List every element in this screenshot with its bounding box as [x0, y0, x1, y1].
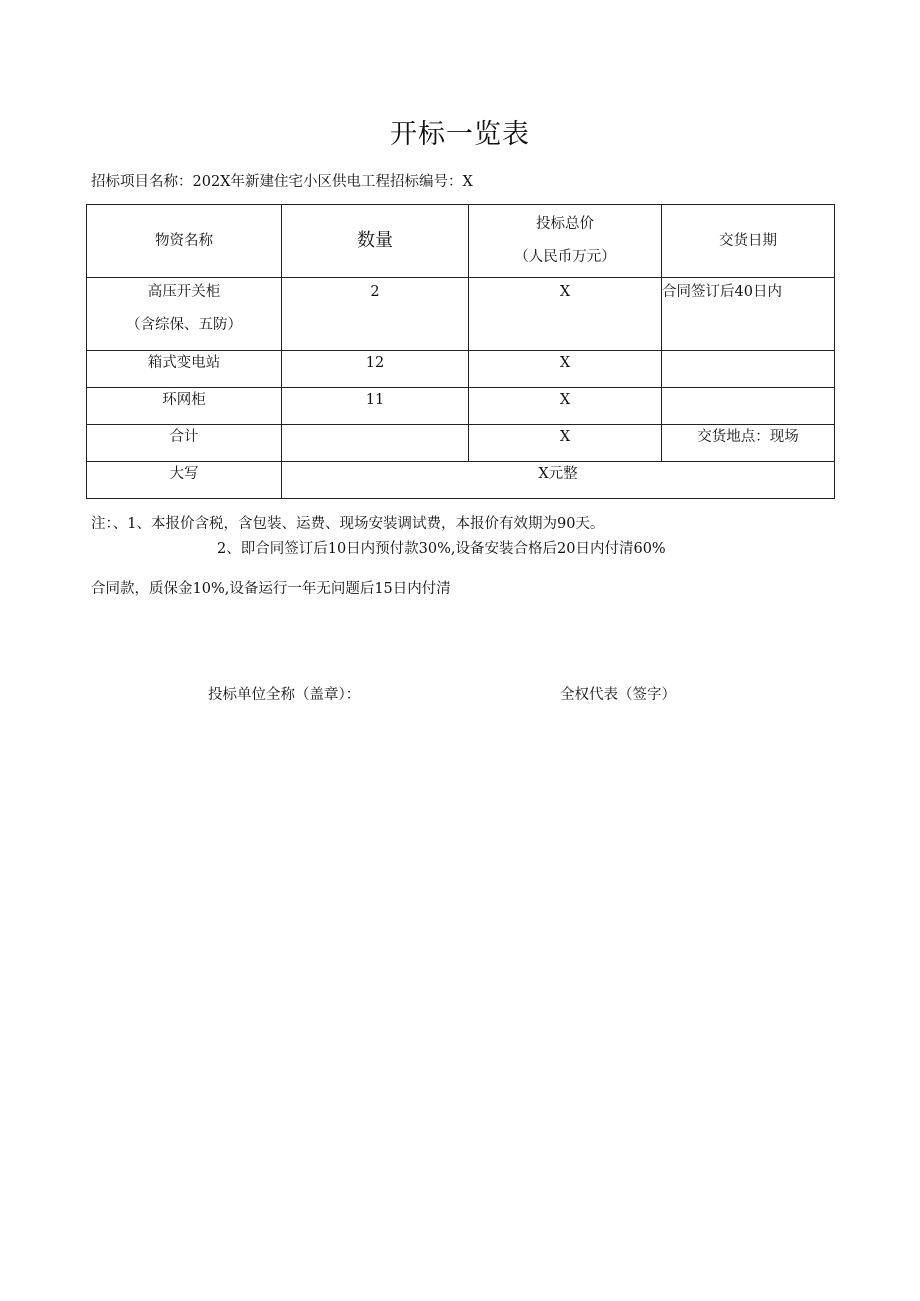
header-total-price	[469, 205, 662, 278]
item-name-line2: （含综保、五防）	[126, 317, 242, 333]
cell-capital-value: X元整	[282, 462, 835, 499]
header-delivery-date: 交货日期	[662, 205, 835, 278]
capital-amount-row	[87, 462, 835, 499]
cell-price: X	[469, 388, 662, 425]
cell-quantity: 2	[282, 278, 469, 351]
note-line-2: 2、即合同签订后10日内预付款30%,设备安装合格后20日内付清60%	[217, 541, 666, 557]
project-info-line: 招标项目名称：202X年新建住宅小区供电工程招标编号：X	[91, 174, 473, 190]
cell-delivery: 合同签订后40日内	[662, 278, 835, 351]
cell-delivery-place: 交货地点：现场	[662, 425, 835, 462]
bid-summary-table	[86, 204, 835, 499]
header-total-price-label: 投标总价	[536, 216, 594, 232]
cell-item-name: 箱式变电站	[87, 351, 282, 388]
representative-signature-label: 全权代表（签字）	[560, 687, 676, 703]
note-line-3: 合同款，质保金10%,设备运行一年无问题后15日内付清	[91, 581, 451, 597]
header-item-name: 物资名称	[87, 205, 282, 278]
table-row	[87, 351, 835, 388]
header-quantity: 数量	[282, 205, 469, 278]
cell-price: X	[469, 351, 662, 388]
cell-price: X	[469, 278, 662, 351]
table-row	[87, 388, 835, 425]
cell-quantity: 12	[282, 351, 469, 388]
cell-item-name: 环网柜	[87, 388, 282, 425]
cell-quantity: 11	[282, 388, 469, 425]
header-total-price-unit: （人民币万元）	[514, 249, 616, 265]
cell-capital-label: 大写	[87, 462, 282, 499]
note-line-1: 注：、1、本报价含税，含包装、运费、现场安装调试费，本报价有效期为90天。	[91, 516, 605, 532]
cell-total-price: X	[469, 425, 662, 462]
cell-delivery	[662, 351, 835, 388]
item-name-line1: 高压开关柜	[147, 284, 221, 300]
table-row	[87, 278, 835, 351]
total-row	[87, 425, 835, 462]
cell-item-name	[87, 278, 282, 351]
cell-delivery	[662, 388, 835, 425]
cell-total-label: 合计	[87, 425, 282, 462]
bidder-signature-label: 投标单位全称（盖章）：	[208, 687, 361, 703]
table-header-row	[87, 205, 835, 278]
document-title: 开标一览表	[390, 119, 530, 150]
cell-total-quantity	[282, 425, 469, 462]
